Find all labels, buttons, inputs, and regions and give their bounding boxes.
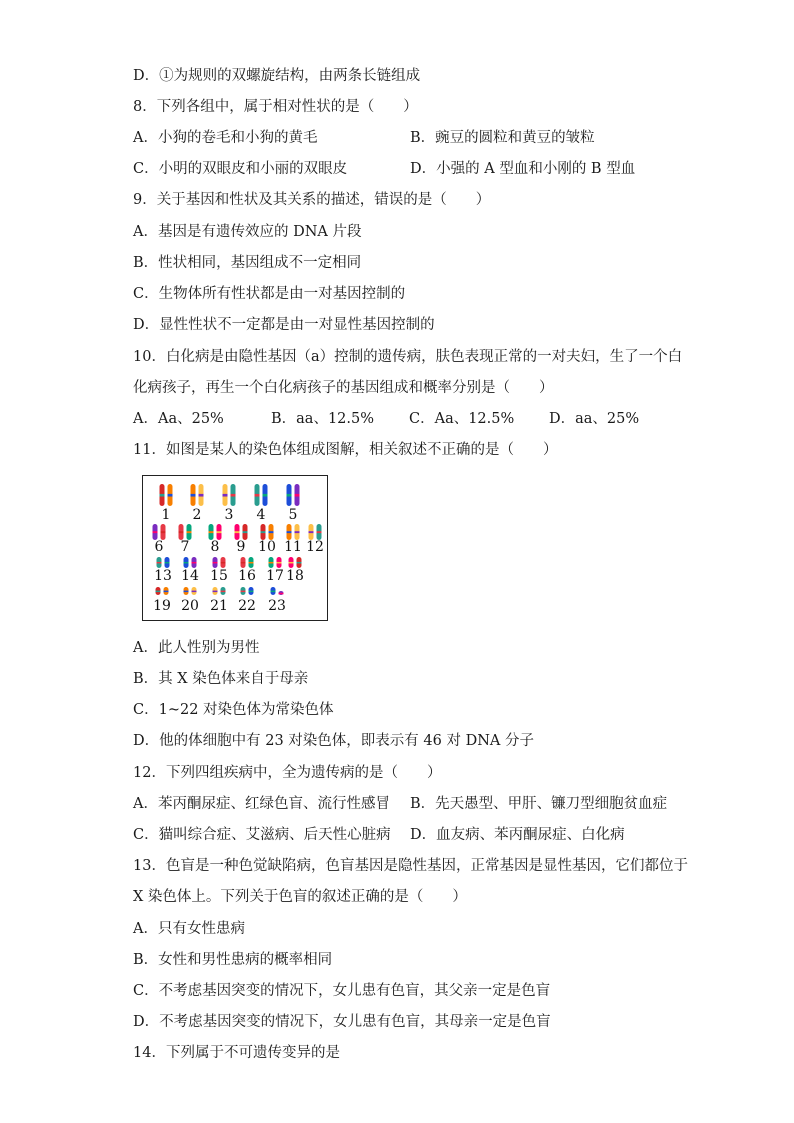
chromosome-band <box>223 494 228 497</box>
q8-option-d: D．小强的 A 型血和小刚的 B 型血 <box>410 161 636 177</box>
chromosome-band <box>289 562 294 564</box>
q12-option-b: B．先天愚型、甲肝、镰刀型细胞贫血症 <box>410 796 668 812</box>
chromosome-band <box>235 531 240 533</box>
chromosome-band <box>249 562 254 564</box>
chromosome-number: 6 <box>154 539 164 555</box>
q13-option-a: A．只有女性患病 <box>133 921 245 937</box>
q11-option-c: C．1~22 对染色体为常染色体 <box>133 702 334 718</box>
chromosome-band <box>255 494 260 497</box>
chromosome-band <box>160 494 165 497</box>
question-8: 8．下列各组中，属于相对性状的是（ ） <box>133 99 418 115</box>
chromosome-pair-19 <box>156 587 169 595</box>
chromosome-band <box>277 562 282 564</box>
karyotype-figure <box>142 475 328 621</box>
q7-option-d: D．①为规则的双螺旋结构，由两条长链组成 <box>133 68 421 84</box>
chromosome-number: 15 <box>210 568 228 584</box>
chromosome-band <box>164 591 169 593</box>
chromosome-number: 11 <box>284 539 302 555</box>
chromosome-band <box>157 562 162 564</box>
chromosome-band <box>199 494 204 497</box>
chromosome-band <box>184 591 189 593</box>
chromosome-number: 9 <box>236 539 246 555</box>
chromosome-band <box>221 591 226 593</box>
chromosome-number: 10 <box>258 539 276 555</box>
chromosome-band <box>295 531 300 533</box>
chromosome-pair-18 <box>289 557 302 568</box>
chromosome-band <box>269 531 274 533</box>
chromosome-band <box>269 562 274 564</box>
chromosome-pair-13 <box>157 557 170 568</box>
chromosome-number: 23 <box>268 598 286 614</box>
chromosome-pair-4 <box>255 484 268 506</box>
chromosome-band <box>192 591 197 593</box>
q10-option-d: D．aa、25% <box>549 411 640 427</box>
karyotype-svg <box>143 476 327 620</box>
chromosome-band <box>263 494 268 497</box>
chromosome-number: 8 <box>210 539 220 555</box>
q10-option-b: B．aa、12.5% <box>271 411 375 427</box>
question-12: 12．下列四组疾病中，全为遗传病的是（ ） <box>133 765 442 781</box>
chromosome-pair-23 <box>271 587 284 595</box>
chromosome-band <box>241 562 246 564</box>
chromosome-pair-5 <box>287 484 300 506</box>
chromosome-number: 4 <box>256 507 266 523</box>
chromosome-number: 20 <box>181 598 199 614</box>
q11-option-d: D．他的体细胞中有 23 对染色体，即表示有 46 对 DNA 分子 <box>133 733 534 749</box>
chromosome-band <box>191 494 196 497</box>
q13-option-d: D．不考虑基因突变的情况下，女儿患有色盲，其母亲一定是色盲 <box>133 1014 551 1030</box>
chromosome-number: 3 <box>224 507 234 523</box>
q11-option-b: B．其 X 染色体来自于母亲 <box>133 671 309 687</box>
chromosome-band <box>297 562 302 564</box>
chromosome-pair-12 <box>309 524 322 540</box>
question-13-line1: 13．色盲是一种色觉缺陷病，色盲基因是隐性基因，正常基因是显性基因，它们都位于 <box>133 858 688 874</box>
chromosome-band <box>287 494 292 497</box>
chromosome-pair-8 <box>209 524 222 540</box>
chromosome-band <box>279 593 284 595</box>
chromosome-pair-15 <box>213 557 226 568</box>
q10-option-a: A．Aa、25% <box>133 411 224 427</box>
chromosome-band <box>241 591 246 593</box>
chromosome-pair-22 <box>241 587 254 595</box>
chromosome-pair-11 <box>287 524 300 540</box>
q9-option-a: A．基因是有遗传效应的 DNA 片段 <box>133 224 362 240</box>
chromosome-pair-7 <box>179 524 192 540</box>
q13-option-c: C．不考虑基因突变的情况下，女儿患有色盲，其父亲一定是色盲 <box>133 983 551 999</box>
chromosome-band <box>217 531 222 533</box>
question-10-line1: 10．白化病是由隐性基因（a）控制的遗传病，肤色表现正常的一对夫妇，生了一个白 <box>133 349 683 365</box>
q8-option-a: A．小狗的卷毛和小狗的黄毛 <box>133 130 318 146</box>
q10-option-c: C．Aa、12.5% <box>409 411 515 427</box>
chromosome-number: 12 <box>306 539 324 555</box>
chromosome-band <box>271 591 276 593</box>
chromosome-band <box>287 531 292 533</box>
chromosome-number: 13 <box>154 568 172 584</box>
chromosome-number: 21 <box>210 598 228 614</box>
chromosome-band <box>184 562 189 564</box>
chromosome-number: 16 <box>238 568 256 584</box>
q11-option-a: A．此人性别为男性 <box>133 640 260 656</box>
chromosome-band <box>153 531 158 533</box>
q12-option-a: A．苯丙酮尿症、红绿色盲、流行性感冒 <box>133 796 390 812</box>
chromosome-band <box>213 591 218 593</box>
chromosome-pair-1 <box>160 484 173 506</box>
chromosome-number: 1 <box>161 507 171 523</box>
chromosome-band <box>161 531 166 533</box>
chromosome-band <box>187 531 192 533</box>
chromosome-band <box>209 531 214 533</box>
chromosome-pair-3 <box>223 484 236 506</box>
q9-option-d: D．显性性状不一定都是由一对显性基因控制的 <box>133 317 435 333</box>
chromosome-band <box>231 494 236 497</box>
question-13-line2: X 染色体上。下列关于色盲的叙述正确的是（ ） <box>133 889 467 905</box>
q12-option-c: C．猫叫综合症、艾滋病、后天性心脏病 <box>133 827 391 843</box>
chromosome-number: 19 <box>153 598 171 614</box>
chromosome-pair-21 <box>213 587 226 595</box>
chromosome-pair-17 <box>269 557 282 568</box>
chromosome-band <box>295 494 300 497</box>
question-10-line2: 化病孩子，再生一个白化病孩子的基因组成和概率分别是（ ） <box>133 380 554 396</box>
chromosome-band <box>309 531 314 533</box>
chromosome-number: 2 <box>192 507 202 523</box>
question-11: 11．如图是某人的染色体组成图解，相关叙述不正确的是（ ） <box>133 442 558 458</box>
q9-option-b: B．性状相同，基因组成不一定相同 <box>133 255 362 271</box>
chromosome-pair-16 <box>241 557 254 568</box>
chromosome-number: 14 <box>181 568 199 584</box>
q8-option-b: B．豌豆的圆粒和黄豆的皱粒 <box>410 130 595 146</box>
question-14: 14．下列属于不可遗传变异的是 <box>133 1045 340 1061</box>
question-9: 9．关于基因和性状及其关系的描述，错误的是（ ） <box>133 192 491 208</box>
chromosome-pair-10 <box>261 524 274 540</box>
q9-option-c: C．生物体所有性状都是由一对基因控制的 <box>133 286 406 302</box>
chromosome-pair-14 <box>184 557 197 568</box>
chromosome-band <box>221 562 226 564</box>
chromosome-number: 5 <box>288 507 298 523</box>
chromosome-number: 18 <box>286 568 304 584</box>
q8-option-c: C．小明的双眼皮和小丽的双眼皮 <box>133 161 348 177</box>
q12-option-d: D．血友病、苯丙酮尿症、白化病 <box>410 827 625 843</box>
chromosome-band <box>179 531 184 533</box>
chromosome-band <box>249 591 254 593</box>
chromosome-band <box>168 494 173 497</box>
chromosome-number: 7 <box>180 539 190 555</box>
q13-option-b: B．女性和男性患病的概率相同 <box>133 952 333 968</box>
chromosome-band <box>317 531 322 533</box>
chromosome-band <box>192 562 197 564</box>
chromosome-band <box>243 531 248 533</box>
chromosome-band <box>165 562 170 564</box>
chromosome-pair-2 <box>191 484 204 506</box>
chromosome-band <box>261 531 266 533</box>
chromosome-pair-6 <box>153 524 166 540</box>
chromosome-band <box>213 562 218 564</box>
chromosome-band <box>156 591 161 593</box>
chromosome-pair-9 <box>235 524 248 540</box>
chromosome-number: 17 <box>266 568 284 584</box>
chromosome-number: 22 <box>238 598 256 614</box>
chromosome-pair-20 <box>184 587 197 595</box>
